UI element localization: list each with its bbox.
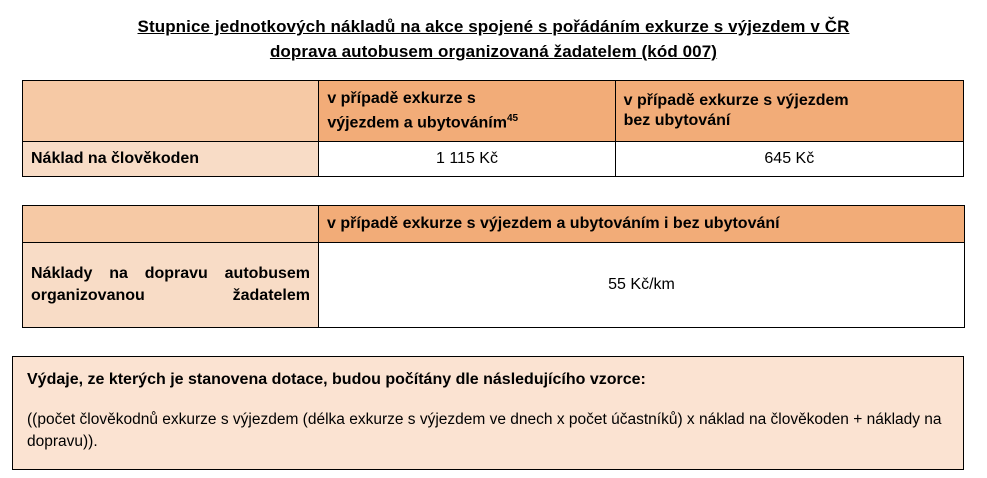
formula-note-heading: Výdaje, ze kterých je stanovena dotace, budou počítány dle následujícího vzorce: <box>27 371 646 388</box>
table1-header-col1-line1: v případě exkurze s <box>327 89 476 107</box>
table1-value-without-accommodation: 645 Kč <box>615 142 963 177</box>
table-row <box>23 142 964 177</box>
formula-note-wrapper <box>12 356 987 470</box>
transport-cost-table-wrapper <box>22 205 987 328</box>
table2-header-all-cases: v případě exkurze s výjezdem a ubytováním i bez ubytování <box>319 206 965 243</box>
footnote-marker: 45 <box>506 112 519 124</box>
table1-value-with-accommodation: 1 115 Kč <box>319 142 615 177</box>
formula-note-box <box>12 356 964 470</box>
table-header-row <box>23 81 964 142</box>
table1-header-col1-line2: výjezdem a ubytováním <box>327 114 507 132</box>
page-title <box>0 14 987 64</box>
table1-header-col2-line2: bez ubytování <box>623 112 731 129</box>
table2-corner-cell <box>23 206 319 243</box>
table2-value-per-km: 55 Kč/km <box>319 243 965 328</box>
title-line-2: doprava autobusem organizovaná žadatelem (kód 007) <box>269 42 718 61</box>
cost-per-person-day-table <box>22 80 964 177</box>
table1-row-label: Náklad na člověkoden <box>23 142 319 177</box>
title-line-1: Stupnice jednotkových nákladů na akce spojené s pořádáním exkurze s výjezdem v ČR <box>137 17 850 36</box>
table-row <box>23 243 965 328</box>
table-header-row <box>23 206 965 243</box>
cost-per-person-day-table-wrapper <box>22 80 987 177</box>
table2-row-label: Náklady na dopravu autobusem organizovanou žadatelem <box>23 243 319 328</box>
table1-header-col2-line1: v případě exkurze s výjezdem <box>623 92 849 109</box>
table1-corner-cell <box>23 81 319 142</box>
transport-cost-table <box>22 205 965 328</box>
formula-note-body: ((počet člověkodnů exkurze s výjezdem (délka exkurze s výjezdem ve dnech x počet účastníků) x náklad na člověkoden + náklady na dopravu)). <box>27 411 942 450</box>
table1-header-with-accommodation <box>319 81 615 142</box>
document-page <box>0 14 987 478</box>
table1-header-without-accommodation <box>615 81 963 142</box>
